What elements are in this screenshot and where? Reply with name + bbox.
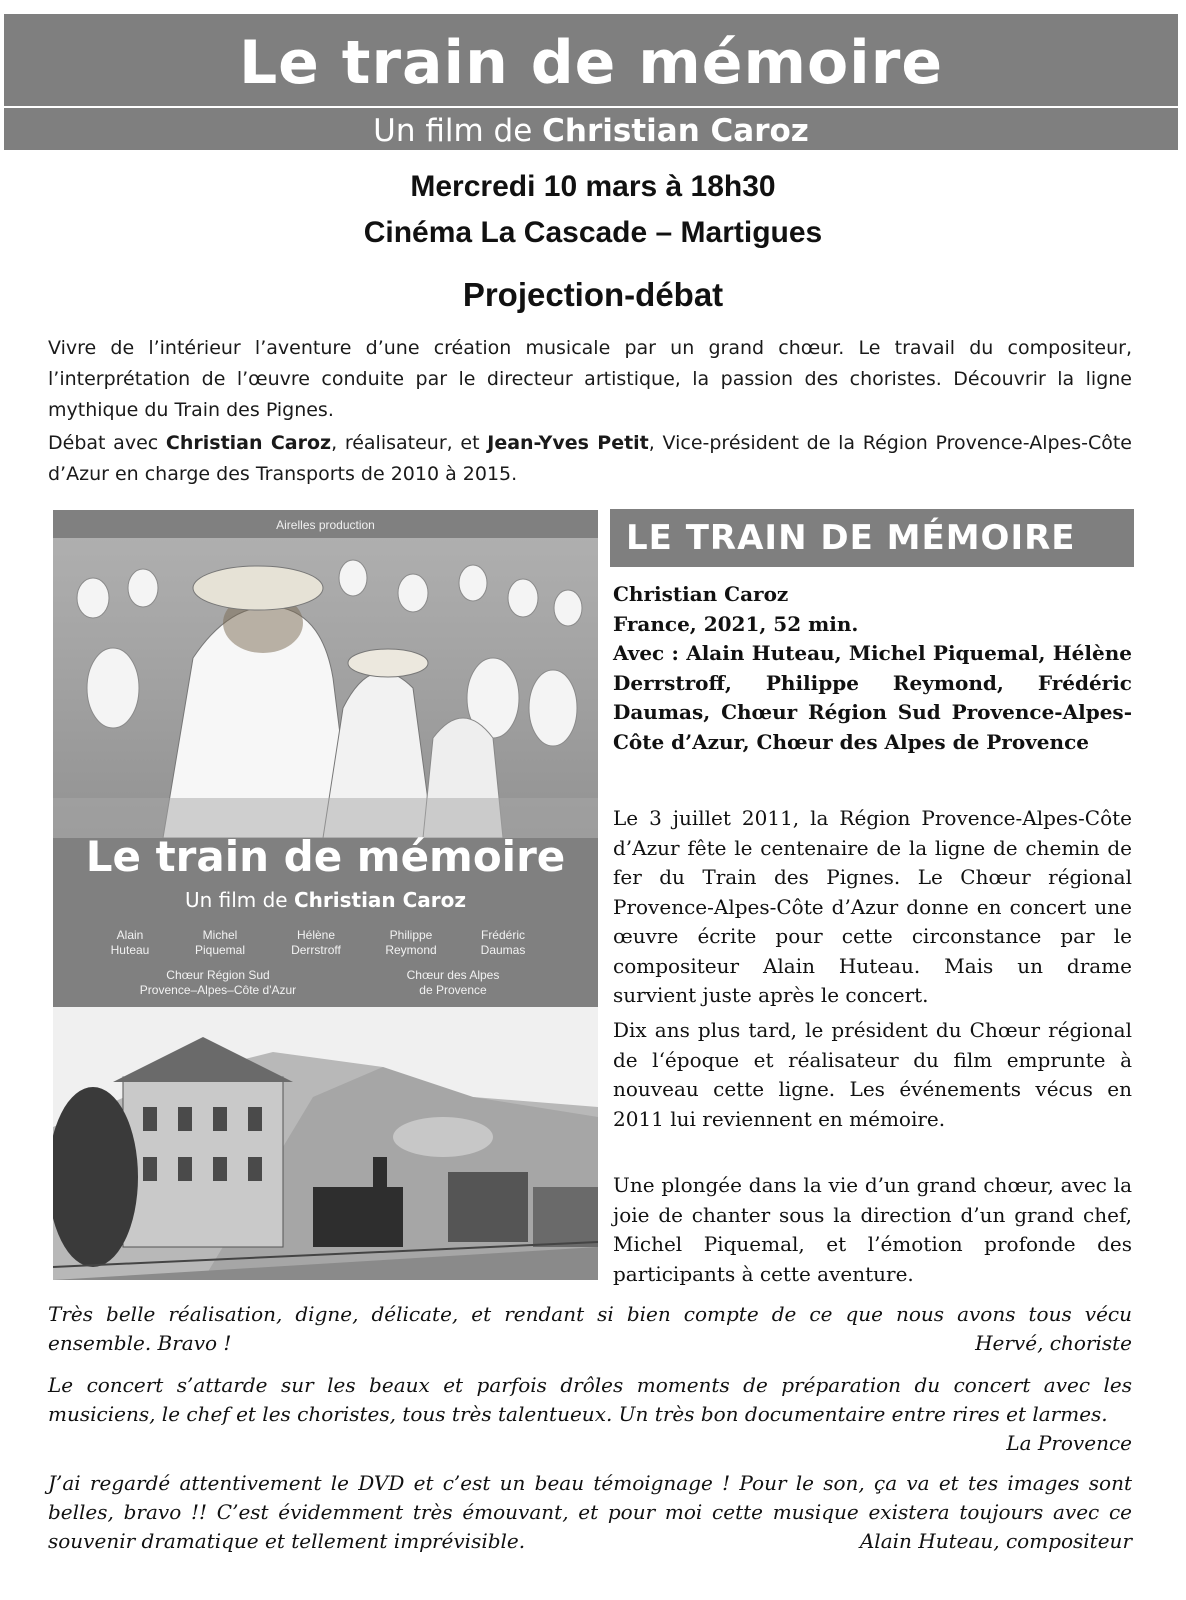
synopsis-paragraph-3: Une plongée dans la vie d’un grand chœur, avec la joie de chanter sous la direction d’un grand chef, Michel Piquemal, et l’émotion profonde des participants à cette aventure. (613, 1173, 1132, 1286)
quote-author: Hervé, choriste (975, 1331, 1132, 1355)
poster-cast-2 (175, 928, 265, 958)
page-title: Le train de mémoire (238, 28, 944, 98)
quote-text: Le concert s’attarde sur les beaux et parfois drôles moments de préparation du concert avec les musiciens, le chef et les choristes, tous très talentueux. Un très bon documentaire entre rires et larmes. (48, 1373, 1132, 1426)
cast-first: Frédéric (480, 928, 525, 942)
debate-suffix: , Vice-président de la Région Provence-Alpes-Côte d’Azur en charge des Transports de 2010 à 2015. (48, 432, 1133, 485)
poster-producer: Airelles production (276, 518, 375, 532)
choir-line: Chœur Région Sud (166, 968, 270, 982)
synopsis-paragraph-1: Le 3 juillet 2011, la Région Provence-Alpes-Côte d’Azur fête le centenaire de la ligne de chemin de fer du Train des Pignes. Le Chœur régional Provence-Alpes-Côte d’Azur donne en concert une œuvre écrite pour cette circonstance par le compositeur Alain Huteau. Mais un drame survient juste après le concert. (613, 806, 1132, 1007)
debate-name-1: Christian Caroz (165, 432, 332, 454)
cast-first: Michel (202, 928, 238, 942)
cast-first: Hélène (296, 928, 336, 942)
event-venue: Cinéma La Cascade – Martigues (363, 216, 823, 249)
poster-director: Christian Caroz (293, 888, 467, 912)
cast-first: Alain (116, 928, 144, 942)
poster-cast-5 (458, 928, 548, 958)
choir-line: de Provence (419, 983, 487, 997)
review-quote-3 (48, 1469, 1132, 1556)
cast-last: Huteau (110, 943, 150, 957)
credits-director: Christian Caroz (613, 582, 789, 606)
quote-text: J’ai regardé attentivement le DVD et c’est un beau témoignage ! Pour le son, ça va et tes images sont belles, bravo !! C’est évidemment très émouvant, et pour moi cette musique existera toujours avec ce souvenir dramatique et tellement imprévisible. (48, 1471, 1132, 1553)
banner-divider (4, 106, 1178, 108)
credits-info: France, 2021, 52 min. (613, 611, 859, 636)
debate-paragraph (48, 428, 1132, 490)
cast-last: Piquemal (194, 943, 246, 957)
side-heading-banner (610, 509, 1134, 567)
quote-text: Très belle réalisation, digne, délicate, et rendant si bien compte de ce que nous avons tous vécu ensemble. Bravo ! (48, 1302, 1132, 1355)
film-poster (53, 510, 598, 1280)
train-station-photo (53, 1007, 598, 1280)
review-quote-1 (48, 1300, 1132, 1358)
poster-subtitle-prefix: Un film de (184, 888, 294, 912)
credits-cast: Avec : Alain Huteau, Michel Piquemal, Hélène Derrstroff, Philippe Reymond, Frédéric Daumas, Chœur Région Sud Provence-Alpes-Côte d’Azur, Chœur des Alpes de Provence (613, 641, 1132, 754)
poster-cast-3 (271, 928, 361, 958)
debate-name-2: Jean-Yves Petit (487, 432, 649, 454)
subtitle-prefix: Un film de (373, 113, 543, 149)
debate-prefix: Débat avec (48, 432, 166, 454)
title-banner (4, 14, 1178, 150)
page-subtitle (4, 112, 1178, 150)
poster-cast-1 (85, 928, 175, 958)
cast-first: Philippe (389, 928, 433, 942)
poster-title: Le train de mémoire (85, 832, 566, 881)
cast-last: Derrstroff (291, 943, 341, 957)
event-type: Projection-débat (462, 276, 724, 313)
side-heading: LE TRAIN DE MÉMOIRE (626, 518, 1076, 558)
cast-last: Reymond (385, 943, 437, 957)
debate-mid: , réalisateur, et (331, 432, 488, 454)
choir-line: Chœur des Alpes (406, 968, 500, 982)
event-date: Mercredi 10 mars à 18h30 (410, 170, 776, 203)
poster-cast-4 (366, 928, 456, 958)
poster-choir-1 (108, 968, 328, 998)
director-name: Christian Caroz (542, 113, 809, 149)
poster-choir-2 (373, 968, 533, 998)
film-credits (613, 580, 1132, 757)
intro-paragraph: Vivre de l’intérieur l’aventure d’une création musicale par un grand chœur. Le travail du compositeur, l’interprétation de l’œuvre conduite par le directeur artistique, la passion des choristes. Découvrir la ligne mythique du Train des Pignes. (48, 337, 1132, 421)
review-quote-2 (48, 1371, 1132, 1458)
cast-last: Daumas (480, 943, 526, 957)
choir-line: Provence–Alpes–Côte d'Azur (139, 983, 297, 997)
poster-subtitle (53, 888, 598, 912)
choir-photo (53, 538, 598, 838)
quote-author: Alain Huteau, compositeur (859, 1529, 1132, 1553)
quote-author: La Provence (1006, 1431, 1132, 1455)
synopsis-paragraph-2: Dix ans plus tard, le président du Chœur régional de l‘époque et réalisateur du film emprunte à nouveau cette ligne. Les événements vécus en 2011 lui reviennent en mémoire. (613, 1018, 1132, 1131)
